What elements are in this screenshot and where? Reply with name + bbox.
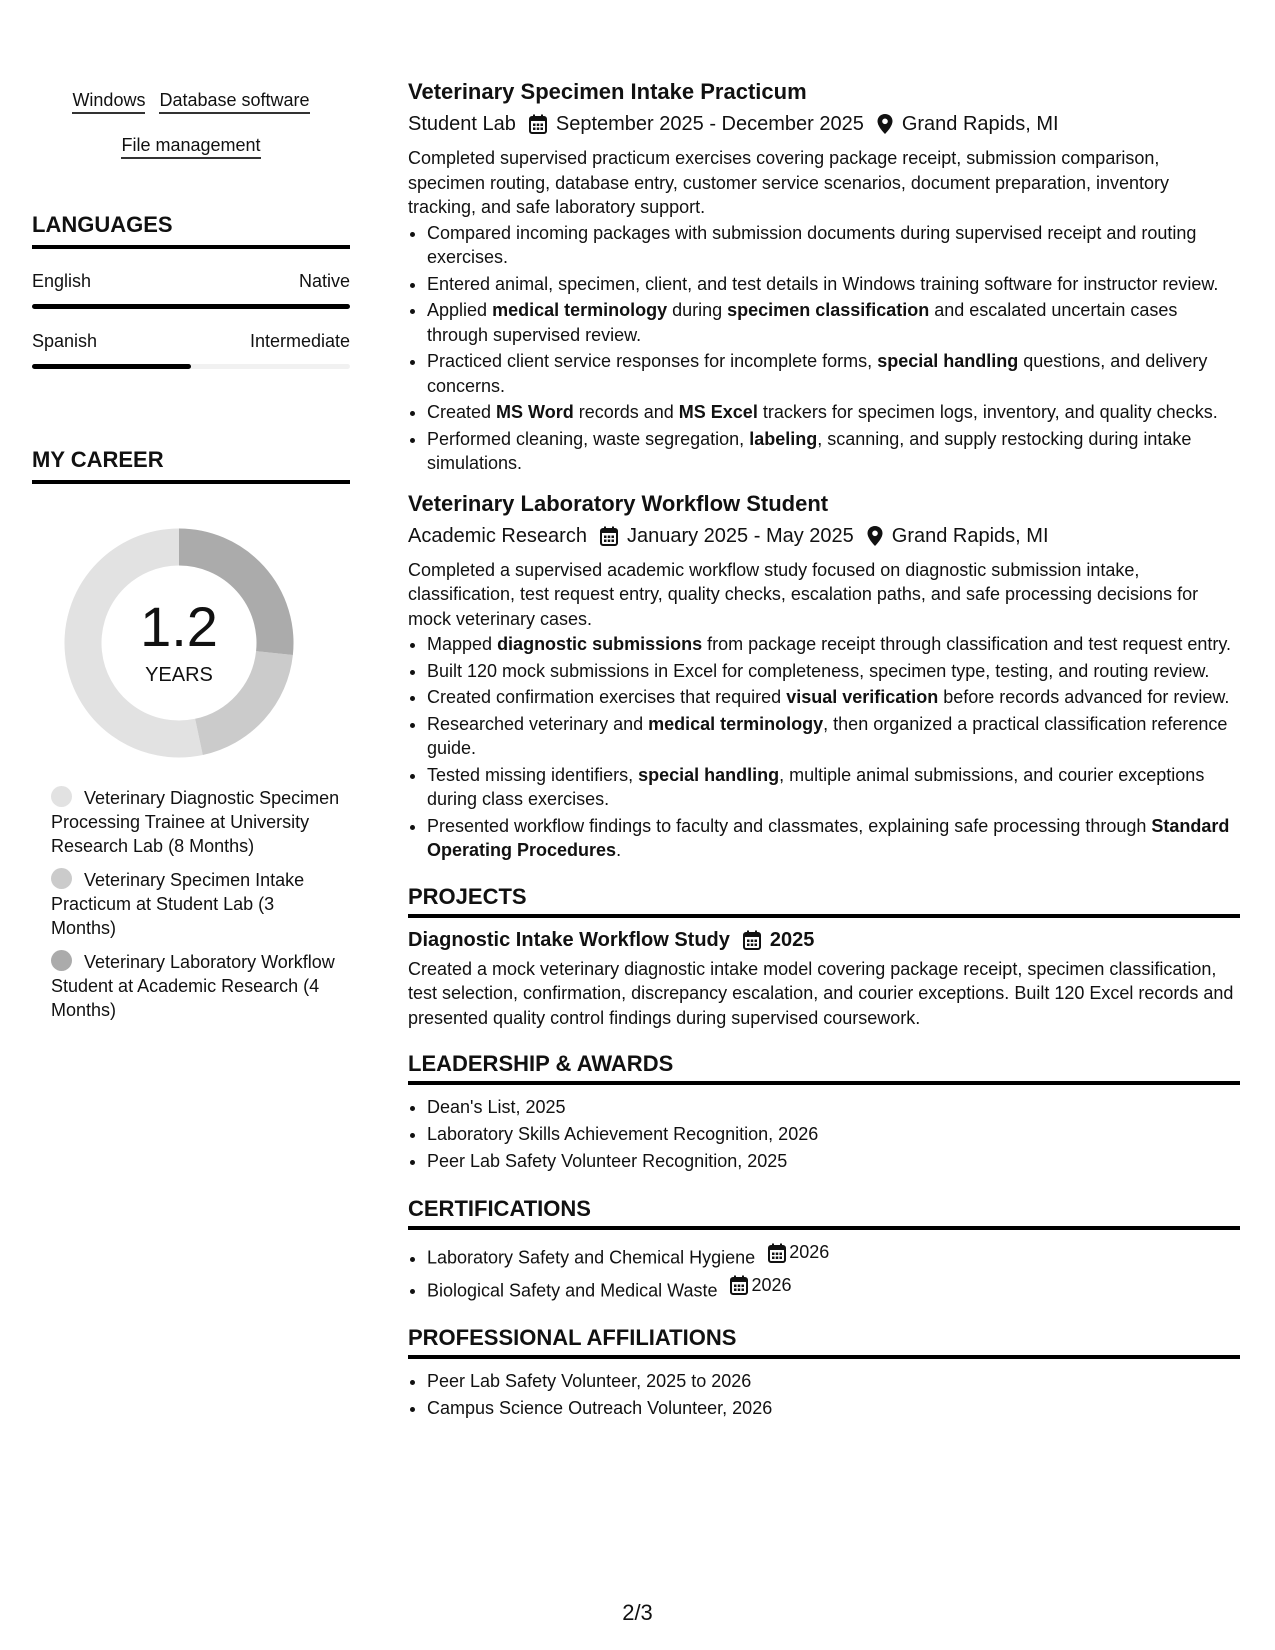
certification-date	[767, 1239, 829, 1266]
career-unit: YEARS	[145, 664, 213, 686]
bullet-text: , multiple animal submissions, and courier exceptions during class exercises.	[427, 764, 1205, 809]
bullet-text: trackers for specimen logs, inventory, and quality checks.	[757, 402, 1218, 422]
bullet-text: , then organized a practical classification reference guide.	[427, 713, 1228, 758]
affiliation-item: • Peer Lab Safety Volunteer, 2025 to 2026	[427, 1368, 1240, 1395]
location-pin-icon	[866, 525, 884, 547]
job-bullet	[427, 400, 1240, 425]
bullet-text: Applied	[427, 300, 493, 320]
bullet-keyword: MS Excel	[678, 402, 758, 422]
timeline-dot	[51, 950, 72, 971]
section-title: LANGUAGES	[32, 212, 350, 249]
job-organization: Student Lab	[408, 113, 516, 135]
career-total: 1.2	[140, 595, 218, 658]
bullet-keyword: medical terminology	[492, 300, 668, 320]
job-meta	[408, 110, 1240, 138]
calendar-icon	[729, 1274, 749, 1296]
job-bullet	[427, 712, 1240, 761]
job-bullets	[408, 221, 1240, 476]
certification-name: Biological Safety and Medical Waste	[427, 1280, 718, 1300]
left-column	[32, 78, 350, 1032]
calendar-icon	[742, 929, 762, 951]
awards-list	[408, 1094, 1240, 1175]
certifications-list	[408, 1239, 1240, 1304]
bullet-text: Practiced client service responses for incomplete forms,	[427, 351, 878, 371]
job-location: Grand Rapids, MI	[891, 524, 1049, 547]
job-organization: Academic Research	[408, 524, 587, 547]
bullet-keyword: Standard Operating Procedures	[427, 815, 1230, 860]
bullet-text: Created confirmation exercises that required	[427, 687, 787, 707]
bullet-text: Compared incoming packages with submission documents during supervised receipt and routing exercises.	[427, 222, 1197, 267]
bullet-keyword: visual verification	[786, 687, 939, 707]
certifications-title: CERTIFICATIONS	[408, 1195, 1240, 1230]
job-bullet	[427, 814, 1240, 863]
affiliation-item: • Campus Science Outreach Volunteer, 2026	[427, 1395, 1240, 1422]
job-bullets	[408, 632, 1240, 863]
certification-item	[427, 1272, 1240, 1305]
right-column	[408, 78, 1240, 1422]
page-number: 2/3	[622, 1600, 653, 1625]
job-location: Grand Rapids, MI	[901, 113, 1059, 135]
job-bullet	[427, 272, 1240, 297]
bullet-text: .	[616, 840, 622, 860]
project-name: Diagnostic Intake Workflow Study	[408, 928, 730, 951]
awards-title: LEADERSHIP & AWARDS	[408, 1050, 1240, 1085]
project-title	[408, 927, 1240, 953]
language-name: English	[32, 271, 92, 291]
languages-section	[32, 212, 350, 369]
job-bullet	[427, 349, 1240, 398]
bullet-text: Mapped	[427, 634, 498, 654]
section-title: MY CAREER	[32, 447, 350, 484]
bullet-text: during	[667, 300, 728, 320]
timeline-text: Veterinary Laboratory Workflow Student at Academic Research (4 Months)	[51, 952, 335, 1020]
career-timeline	[51, 786, 341, 1022]
job-meta	[408, 522, 1240, 550]
certification-date	[729, 1272, 791, 1299]
project-year: 2025	[769, 928, 815, 951]
bullet-text: Tested missing identifiers,	[427, 764, 639, 785]
award-item: • Laboratory Skills Achievement Recognition, 2026	[427, 1121, 1240, 1148]
language-level: Native	[298, 271, 350, 291]
calendar-icon	[528, 113, 548, 135]
calendar-icon	[767, 1242, 787, 1264]
job-bullet	[427, 685, 1240, 710]
bullet-keyword: medical terminology	[648, 713, 824, 734]
language-bar-fill	[32, 364, 191, 369]
timeline-item	[51, 786, 341, 858]
bullet-keyword: special handling	[638, 764, 780, 785]
bullet-text: , scanning, and supply restocking during intake simulations.	[427, 428, 1192, 473]
award-item: • Peer Lab Safety Volunteer Recognition, 2025	[427, 1148, 1240, 1175]
job-title: Veterinary Laboratory Workflow Student	[408, 490, 829, 516]
bullet-text: before records advanced for review.	[938, 687, 1230, 707]
timeline-item	[51, 950, 341, 1022]
job-bullet	[427, 659, 1240, 684]
bullet-text: records and	[573, 402, 679, 422]
job-bullet	[427, 632, 1240, 657]
bullet-keyword: labeling	[749, 428, 818, 449]
skill-chip: Windows	[72, 89, 145, 114]
language-row	[32, 271, 350, 292]
bullet-text: Entered animal, specimen, client, and test details in Windows training software for instructor review.	[427, 273, 1219, 294]
certification-item	[427, 1239, 1240, 1272]
bullet-text: Researched veterinary and	[427, 713, 649, 734]
award-item: • Dean's List, 2025	[427, 1094, 1240, 1121]
language-bar	[32, 304, 350, 309]
bullet-text: and escalated uncertain cases through supervised review.	[427, 300, 1178, 345]
affiliations-title: PROFESSIONAL AFFILIATIONS	[408, 1324, 1240, 1359]
projects-title: PROJECTS	[408, 883, 1240, 918]
job-summary: Completed a supervised academic workflow study focused on diagnostic submission intake, classification, test request entry, quality checks, escalation paths, and safe processing decisions for mock veterinary cases.	[408, 559, 1199, 629]
certification-year: 2026	[789, 1242, 830, 1262]
bullet-text: Presented workflow findings to faculty and classmates, explaining safe processing through	[427, 815, 1152, 836]
language-name: Spanish	[32, 331, 98, 351]
language-bar	[32, 364, 350, 369]
job-dates: January 2025 - May 2025	[626, 524, 854, 547]
timeline-dot	[51, 868, 72, 889]
affiliations-list	[408, 1368, 1240, 1422]
job-bullet	[427, 427, 1240, 476]
bullet-keyword: specimen classification	[727, 300, 930, 320]
certification-year: 2026	[751, 1274, 792, 1295]
timeline-text: Veterinary Diagnostic Specimen Processing Trainee at University Research Lab (8 Months)	[51, 788, 340, 856]
bullet-keyword: diagnostic submissions	[497, 634, 703, 654]
skill-chip: Database software	[159, 89, 309, 114]
career-donut	[64, 528, 294, 758]
timeline-dot	[51, 786, 72, 807]
bullet-text: from package receipt through classification and test request entry.	[702, 634, 1232, 654]
bullet-keyword: MS Word	[496, 402, 574, 422]
job-bullet	[427, 221, 1240, 270]
bullet-text: Built 120 mock submissions in Excel for completeness, specimen type, testing, and routing review.	[427, 660, 1210, 681]
calendar-icon	[599, 525, 619, 547]
bullet-keyword: special handling	[877, 351, 1019, 371]
language-row	[32, 331, 350, 352]
bullet-text: questions, and delivery concerns.	[427, 351, 1208, 396]
career-section	[32, 447, 350, 1022]
job-summary: Completed supervised practicum exercises covering package receipt, submission comparison, specimen routing, database entry, customer service scenarios, document preparation, inventory tracking, and safe laboratory support.	[408, 148, 1170, 217]
language-bar-fill	[32, 304, 350, 309]
job-bullet	[427, 298, 1240, 347]
location-pin-icon	[876, 113, 894, 135]
timeline-item	[51, 868, 341, 940]
skill-chip: File management	[121, 134, 260, 159]
bullet-text: Created	[427, 402, 497, 422]
language-level: Intermediate	[249, 331, 350, 351]
job-title: Veterinary Specimen Intake Practicum	[408, 79, 807, 104]
job-dates: September 2025 - December 2025	[555, 113, 864, 135]
job-entry	[408, 78, 1240, 476]
project-description: Created a mock veterinary diagnostic intake model covering package receipt, specimen classification, test selection, confirmation, discrepancy escalation, and courier exceptions. Built 120 Excel records and presented quality control findings during supervised coursework.	[408, 958, 1234, 1028]
job-entry	[408, 490, 1240, 863]
skills-list	[32, 78, 350, 168]
timeline-text: Veterinary Specimen Intake Practicum at Student Lab (3 Months)	[51, 870, 305, 938]
job-bullet	[427, 763, 1240, 812]
bullet-text: Performed cleaning, waste segregation,	[427, 428, 750, 449]
certification-name: Laboratory Safety and Chemical Hygiene	[427, 1247, 756, 1268]
